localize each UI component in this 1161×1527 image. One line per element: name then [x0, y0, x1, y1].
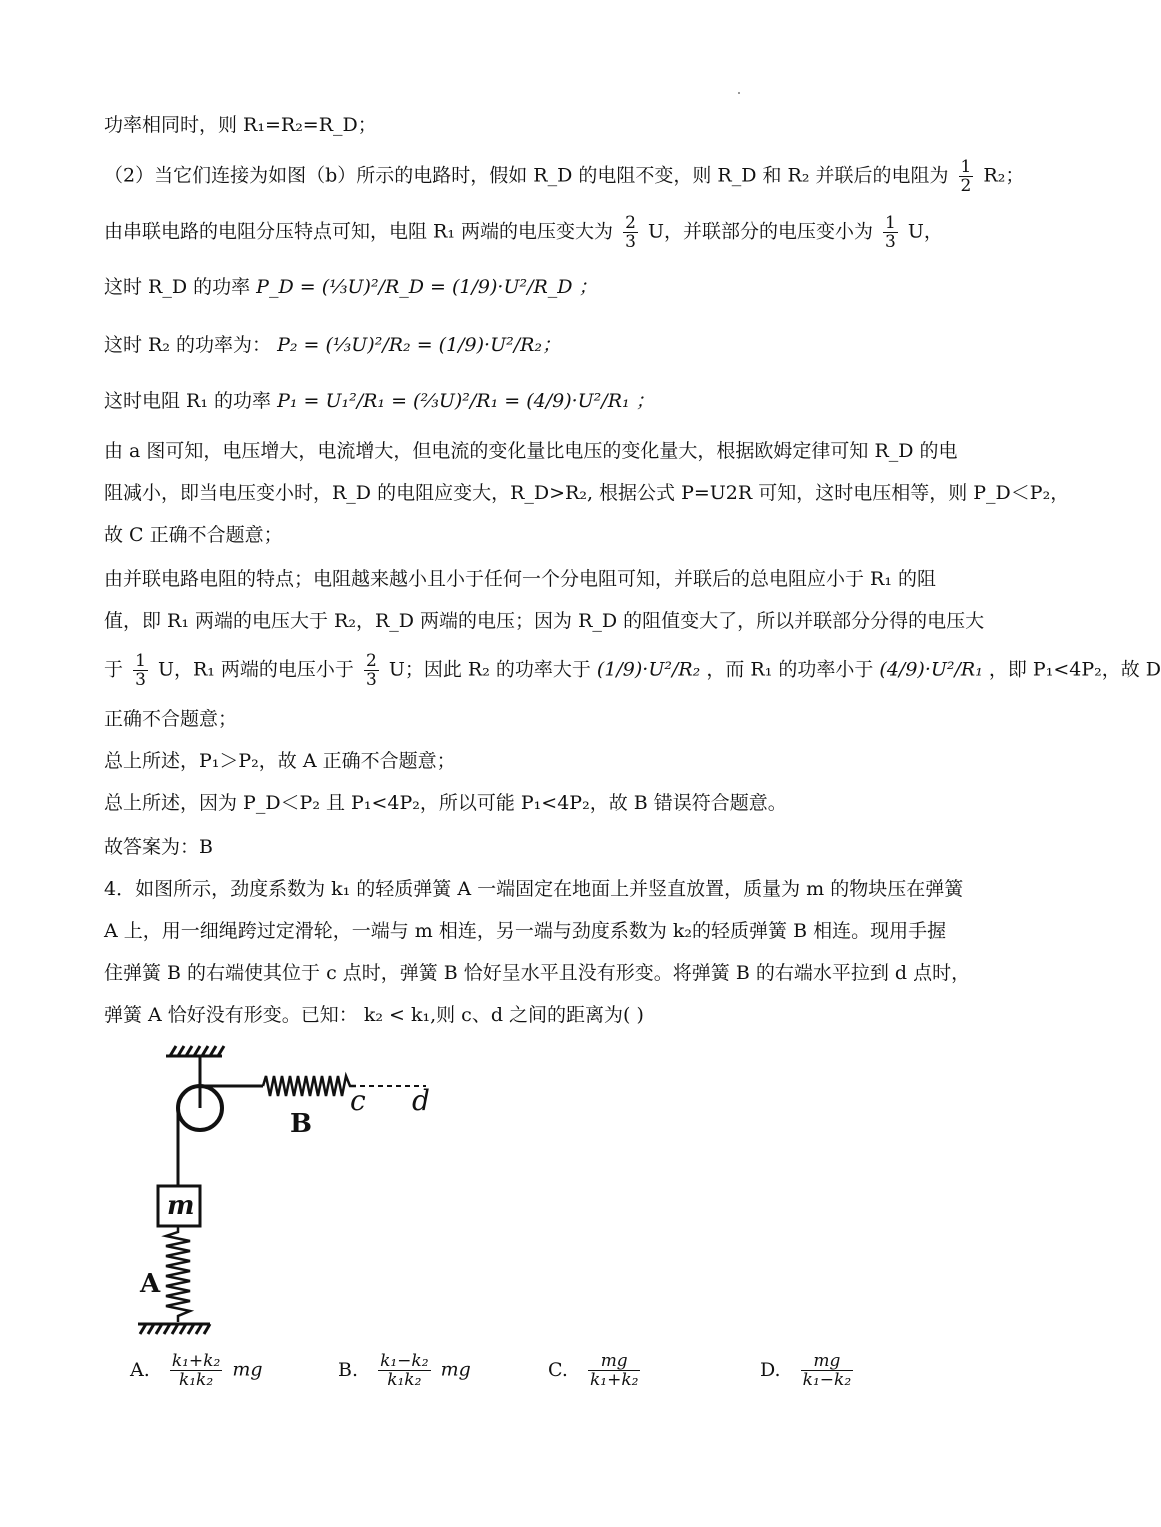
option-fraction: $\frac{\text{k₁−k₂}}{\text{k₁k₂}}$ [380, 1351, 429, 1390]
text-line: 功率相同时，则 R₁=R₂=R_D； [104, 114, 377, 136]
option-c[interactable] [548, 1352, 644, 1389]
option-fraction: $\frac{mg}{\text{k₁+k₂}}$ [589, 1351, 639, 1390]
text-span: 于 [104, 658, 124, 681]
text-line: 正确不合题意； [104, 708, 238, 730]
question-text: A 上，用一细绳跨过定滑轮，一端与 m 相连，另一端与劲度系数为 k₂的轻质弹簧 B 相连。现用手握 [104, 920, 947, 942]
text-span: 这时 R₂ 的功率为： [104, 334, 272, 356]
text-span: 这时电阻 R₁ 的功率 [104, 390, 272, 412]
question-text: 住弹簧 B 的右端使其位于 c 点时，弹簧 B 恰好呈水平且没有形变。将弹簧 B 的右端水平拉到 d 点时， [104, 962, 971, 984]
fraction: $\frac{1}{3}$ [135, 651, 146, 690]
text-line [104, 330, 984, 360]
label-c: c [350, 1084, 366, 1117]
text-line: 总上所述，P₁＞P₂，故 A 正确不合题意； [104, 750, 456, 772]
option-d[interactable] [760, 1352, 857, 1389]
text-span: R₂； [983, 164, 1025, 187]
text-span: 由串联电路的电阻分压特点可知，电阻 R₁ 两端的电压变大为 [104, 220, 614, 243]
power-formula-p1: P₁ = U₁²/R₁ = (⅔U)²/R₁ = (4/9)·U²/R₁ ； [277, 390, 655, 412]
text-line [104, 214, 984, 251]
inline-formula: (4/9)·U²/R₁ [879, 658, 983, 681]
option-label: B. [338, 1358, 359, 1381]
text-line: 由并联电路电阻的特点；电阻越来越小且小于任何一个分电阻可知，并联后的总电阻应小于 R₁ 的阻 [104, 568, 937, 590]
label-d: d [412, 1084, 430, 1117]
option-a[interactable] [130, 1352, 263, 1389]
option-label: C. [548, 1358, 568, 1381]
question-text: 4．如图所示，劲度系数为 k₁ 的轻质弹簧 A 一端固定在地面上并竖直放置，质量为 m 的物块压在弹簧 [104, 878, 964, 900]
option-label: D. [760, 1358, 781, 1381]
ceiling-support [166, 1046, 224, 1108]
spring-b [263, 1076, 356, 1096]
text-span: U， [907, 220, 943, 243]
spring-a [166, 1226, 190, 1322]
option-fraction: $\frac{mg}{\text{k₁−k₂}}$ [802, 1351, 852, 1390]
text-line [104, 651, 1161, 690]
text-span: U，R₁ 两端的电压小于 [157, 658, 354, 681]
text-line: 值，即 R₁ 两端的电压大于 R₂，R_D 两端的电压；因为 R_D 的阻值变大了，所以并联部分分得的电压大 [104, 610, 985, 632]
inline-formula: (1/9)·U²/R₂ [596, 658, 701, 681]
text-span: U，并联部分的电压变小为 [647, 220, 873, 243]
ground-support [138, 1324, 210, 1334]
option-b[interactable] [338, 1352, 471, 1389]
text-span: ，即 P₁<4P₂，故 D [988, 658, 1161, 681]
option-label: A. [130, 1358, 150, 1381]
power-formula-p2: P₂ = (⅓U)²/R₂ = (1/9)·U²/R₂； [277, 334, 562, 356]
text-span: U；因此 R₂ 的功率大于 [388, 658, 591, 681]
text-line [104, 272, 984, 302]
fraction: $\frac{1}{2}$ [960, 157, 972, 196]
text-line [104, 157, 1025, 196]
text-line: 由 a 图可知，电压增大，电流增大，但电流的变化量比电压的变化量大，根据欧姆定律可知 R_D 的电 [104, 440, 958, 462]
text-line: 总上所述，因为 P_D＜P₂ 且 P₁<4P₂，所以可能 P₁<4P₂，故 B 错误符合题意。 [104, 792, 787, 814]
spring-pulley-diagram [120, 1040, 460, 1340]
text-line: 阻减小，即当电压变小时，R_D 的电阻应变大，R_D>R₂, 根据公式 P=U2R 可知，这时电压相等，则 P_D＜P₂， [104, 482, 1070, 504]
text-line [104, 386, 984, 416]
text-span: （2）当它们连接为如图（b）所示的电路时，假如 R_D 的电阻不变，则 R_D 和 R₂ 并联后的电阻为 [104, 164, 949, 187]
text-span: 这时 R_D 的功率 [104, 276, 251, 298]
text-line: 故答案为：B [104, 836, 213, 858]
option-fraction: $\frac{\text{k₁+k₂}}{\text{k₁k₂}}$ [171, 1351, 221, 1390]
fraction: $\frac{1}{3}$ [885, 213, 896, 252]
label-a: A [140, 1269, 161, 1299]
scan-dot [738, 92, 740, 94]
fraction: $\frac{2}{3}$ [365, 651, 377, 690]
option-tail: mg [440, 1358, 471, 1381]
text-line: 故 C 正确不合题意； [104, 524, 283, 546]
text-span: ，而 R₁ 的功率小于 [706, 658, 874, 681]
fraction: $\frac{2}{3}$ [625, 213, 636, 252]
question-text: 弹簧 A 恰好没有形变。已知： k₂ < k₁,则 c、d 之间的距离为( ) [104, 1004, 644, 1026]
power-formula-pd: P_D = (⅓U)²/R_D = (1/9)·U²/R_D ； [256, 276, 598, 298]
mass-label: m [167, 1191, 195, 1221]
label-b: B [290, 1109, 312, 1139]
option-tail: mg [232, 1358, 263, 1381]
